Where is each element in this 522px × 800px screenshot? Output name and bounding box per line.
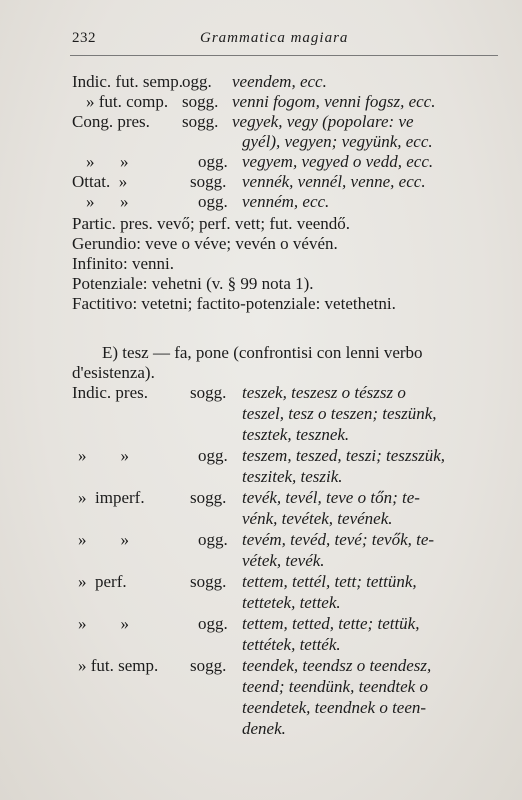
row-forms: vénk, tevétek, tevének. (242, 509, 393, 528)
row-label: » » (86, 152, 129, 171)
table-row (72, 719, 492, 740)
table-row (72, 132, 492, 152)
row-forms: teendek, teendsz o teendesz, (242, 656, 432, 675)
row-label: Ottat. » (72, 172, 128, 191)
page-header (0, 30, 522, 56)
table-row (72, 192, 492, 212)
row-label: » » (78, 614, 129, 633)
table-row (72, 467, 492, 488)
participle-line: Partic. pres. vevő; perf. vett; fut. veendő. (72, 214, 351, 233)
row-type: ogg. (198, 530, 228, 549)
row-type: ogg. (182, 72, 212, 91)
row-label: » » (86, 192, 129, 211)
row-forms: tevém, tevéd, tevé; tevők, te- (242, 530, 435, 549)
row-forms: teendetek, teendnek o teen- (242, 698, 427, 717)
section-e-intro: E) tesz — fa, pone (confrontisi con lenni verbo (102, 343, 423, 362)
table-row (72, 656, 492, 677)
table-row (72, 635, 492, 656)
row-label: » fut. comp. (86, 92, 169, 111)
row-type: sogg. (190, 656, 227, 675)
row-forms: vétek, tevék. (242, 551, 325, 570)
table-row (72, 425, 492, 446)
table-row (72, 92, 492, 112)
table-row (72, 614, 492, 635)
row-forms: teszek, teszesz o tészsz o (242, 383, 406, 402)
row-label: » » (78, 530, 129, 549)
section-e-table (72, 383, 492, 740)
table-row (72, 446, 492, 467)
row-type: ogg. (198, 446, 228, 465)
potential-line: Potenziale: vehetni (v. § 99 nota 1). (72, 274, 314, 293)
row-forms: tettem, tetted, tette; tettük, (242, 614, 420, 633)
row-forms: tesztek, tesznek. (242, 425, 350, 444)
table-row (72, 72, 492, 92)
row-forms: veendem, ecc. (232, 72, 327, 91)
row-forms: denek. (242, 719, 286, 738)
table-row (72, 383, 492, 404)
row-type: sogg. (190, 572, 227, 591)
table-row (72, 551, 492, 572)
table-row (72, 593, 492, 614)
header-rule (70, 55, 498, 56)
row-type: sogg. (182, 92, 219, 111)
row-type: sogg. (190, 383, 227, 402)
row-forms: teszem, teszed, teszi; teszszük, (242, 446, 446, 465)
section-e-intro-cont: d'esistenza). (72, 363, 155, 382)
table-row (72, 112, 492, 132)
row-forms: tettétek, tették. (242, 635, 341, 654)
row-type: sogg. (190, 488, 227, 507)
row-label: Cong. pres. (72, 112, 150, 131)
row-forms: tettem, tettél, tett; tettünk, (242, 572, 417, 591)
table-row (72, 152, 492, 172)
table-row (72, 488, 492, 509)
row-label: Indic. fut. semp. (72, 72, 183, 91)
row-forms: vegyek, vegy (popolare: ve (232, 112, 414, 131)
row-forms: vegyem, vegyed o vedd, ecc. (242, 152, 434, 171)
row-forms: venném, ecc. (242, 192, 330, 211)
row-label: » perf. (78, 572, 127, 591)
row-label: Indic. pres. (72, 383, 149, 402)
row-type: ogg. (198, 192, 228, 211)
table-row (72, 572, 492, 593)
running-title: Grammatica magiara (200, 30, 349, 46)
row-label: » imperf. (78, 488, 145, 507)
row-forms: venni fogom, venni fogsz, ecc. (232, 92, 436, 111)
row-forms: gyél), vegyen; vegyünk, ecc. (242, 132, 433, 151)
row-forms: tevék, tevél, teve o tőn; te- (242, 488, 420, 507)
row-type: ogg. (198, 152, 228, 171)
table-row (72, 530, 492, 551)
row-forms: teend; teendünk, teendtek o (242, 677, 428, 696)
table-row (72, 677, 492, 698)
row-forms: teszel, tesz o teszen; teszünk, (242, 404, 437, 423)
gerund-line: Gerundio: veve o véve; vevén o vévén. (72, 234, 338, 253)
infinitive-line: Infinito: venni. (72, 254, 174, 273)
section-d-table (72, 72, 492, 212)
table-row (72, 404, 492, 425)
row-forms: tettetek, tettek. (242, 593, 341, 612)
row-type: sogg. (182, 112, 219, 131)
row-type: ogg. (198, 614, 228, 633)
table-row (72, 172, 492, 192)
row-forms: vennék, vennél, venne, ecc. (242, 172, 426, 191)
row-forms: teszitek, teszik. (242, 467, 343, 486)
table-row (72, 509, 492, 530)
table-row (72, 698, 492, 719)
row-type: sogg. (190, 172, 227, 191)
row-label: » » (78, 446, 129, 465)
row-label: » fut. semp. (78, 656, 159, 675)
page-number: 232 (72, 30, 96, 46)
factitive-line: Factitivo: vetetni; factito-potenziale: vetethetni. (72, 294, 396, 313)
